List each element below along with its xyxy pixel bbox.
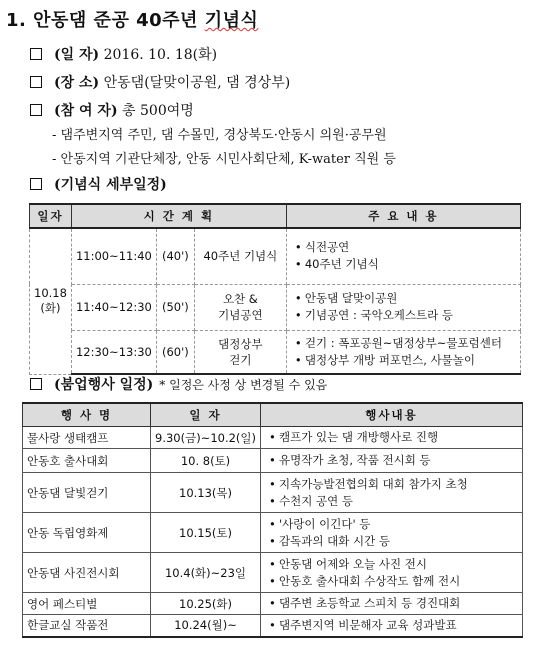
events-note: * 일정은 사정 상 변경될 수 있음 — [159, 378, 328, 392]
list-item: • 유명작가 초청, 작품 전시회 등 — [279, 452, 518, 469]
list-item: • 지속가능발전협의회 대회 참가지 초청 — [279, 476, 518, 493]
schedule-section-label: (기념식 세부일정) — [54, 177, 167, 193]
title-prefix: 1. 안동댐 준공 40주년 — [6, 10, 205, 31]
events-section-label: (붐업행사 일정) — [54, 377, 154, 393]
schedule-time: 11:40~12:30 — [71, 284, 156, 330]
table-row — [23, 449, 523, 473]
table-row — [23, 427, 523, 449]
list-item: • 기념공연 : 국악오케스트라 등 — [305, 307, 516, 324]
events-section-heading — [30, 374, 327, 394]
list-item: • 캠프가 있는 댐 개방행사로 진행 — [279, 429, 518, 446]
table-row — [30, 330, 521, 374]
table-row — [30, 228, 521, 284]
checkbox-square-icon — [30, 76, 42, 88]
header-event-content: 행사내용 — [261, 403, 523, 427]
list-item: • 감독과의 대화 시간 등 — [279, 533, 518, 550]
list-item: • 댐정상부 개방 퍼포먼스, 사물놀이 — [305, 352, 516, 369]
events-table — [22, 402, 523, 638]
info-date-row — [30, 44, 217, 64]
event-items — [261, 449, 523, 473]
list-item: • 40주년 기념식 — [305, 256, 516, 273]
list-item: • '사랑이 이긴다' 등 — [279, 516, 518, 533]
header-event-name: 행 사 명 — [23, 403, 151, 427]
schedule-table — [29, 203, 521, 375]
title-underlined: 기념식 — [204, 10, 259, 31]
info-value: 총 500여명 — [122, 103, 194, 119]
info-value: 2016. 10. 18(화) — [103, 47, 218, 63]
header-event-date: 일 자 — [151, 403, 261, 427]
list-item: • 안동댐 달맞이공원 — [305, 290, 516, 307]
info-label: (일 자) — [54, 47, 100, 63]
event-name: 한글교실 작품전 — [23, 615, 151, 637]
schedule-name: 오찬 & 기념공연 — [194, 284, 286, 330]
schedule-time: 11:00~11:40 — [71, 228, 156, 284]
schedule-items — [286, 330, 520, 374]
checkbox-square-icon — [30, 378, 42, 390]
table-header-row — [23, 403, 523, 427]
page-title — [6, 6, 258, 32]
event-items — [261, 593, 523, 615]
list-item: • 수천지 공연 등 — [279, 493, 518, 510]
table-header-row — [30, 204, 521, 228]
table-row — [23, 553, 523, 593]
list-item: • 걷기 : 폭포공원~댐정상부~물포럼센터 — [305, 335, 516, 352]
table-row — [23, 615, 523, 637]
list-item: • 안동댐 어제와 오늘 사진 전시 — [279, 556, 518, 573]
info-label: (참 여 자) — [54, 103, 118, 119]
participant-line: - 댐주변지역 주민, 댐 수몰민, 경상북도·안동시 의원·공무원 — [52, 128, 387, 143]
event-date: 9.30(금)~10.2(일) — [151, 427, 261, 449]
list-item: • 댐주변지역 비문해자 교육 성과발표 — [279, 617, 518, 634]
participant-line: - 안동지역 기관단체장, 안동 시민사회단체, K-water 직원 등 — [52, 152, 396, 167]
event-items — [261, 427, 523, 449]
event-date: 10.24(월)~ — [151, 615, 261, 637]
schedule-duration: (40') — [156, 228, 194, 284]
event-items — [261, 513, 523, 553]
schedule-name: 40주년 기념식 — [194, 228, 286, 284]
info-participants-row — [30, 100, 194, 120]
list-item: • 안동호 출사대회 수상작도 함께 전시 — [279, 573, 518, 590]
event-name: 안동댐 사진전시회 — [23, 553, 151, 593]
event-name: 안동 독립영화제 — [23, 513, 151, 553]
event-date: 10.4(화)~23일 — [151, 553, 261, 593]
schedule-date: 10.18 (화) — [30, 228, 72, 374]
header-time: 시 간 계 획 — [71, 204, 286, 228]
table-row — [23, 513, 523, 553]
header-content: 주 요 내 용 — [286, 204, 520, 228]
checkbox-square-icon — [30, 178, 42, 190]
table-row — [23, 473, 523, 513]
schedule-section-heading — [30, 174, 167, 194]
checkbox-square-icon — [30, 104, 42, 116]
info-place-row — [30, 72, 290, 92]
event-name: 영어 페스티벌 — [23, 593, 151, 615]
schedule-duration: (50') — [156, 284, 194, 330]
event-date: 10.25(화) — [151, 593, 261, 615]
checkbox-square-icon — [30, 48, 42, 60]
event-items — [261, 553, 523, 593]
schedule-name: 댐정상부 걷기 — [194, 330, 286, 374]
event-date: 10. 8(토) — [151, 449, 261, 473]
list-item: • 식전공연 — [305, 239, 516, 256]
table-row — [30, 284, 521, 330]
header-date: 일자 — [30, 204, 72, 228]
list-item: • 댐주변 초등학교 스피치 등 경진대회 — [279, 595, 518, 612]
event-items — [261, 615, 523, 637]
event-name: 물사랑 생태캠프 — [23, 427, 151, 449]
event-name: 안동호 출사대회 — [23, 449, 151, 473]
event-items — [261, 473, 523, 513]
table-row — [23, 593, 523, 615]
info-value: 안동댐(달맞이공원, 댐 경상부) — [103, 75, 291, 91]
schedule-items — [286, 284, 520, 330]
event-date: 10.13(목) — [151, 473, 261, 513]
schedule-duration: (60') — [156, 330, 194, 374]
info-label: (장 소) — [54, 75, 100, 91]
event-name: 안동댐 달빛걷기 — [23, 473, 151, 513]
schedule-time: 12:30~13:30 — [71, 330, 156, 374]
event-date: 10.15(토) — [151, 513, 261, 553]
schedule-items — [286, 228, 520, 284]
